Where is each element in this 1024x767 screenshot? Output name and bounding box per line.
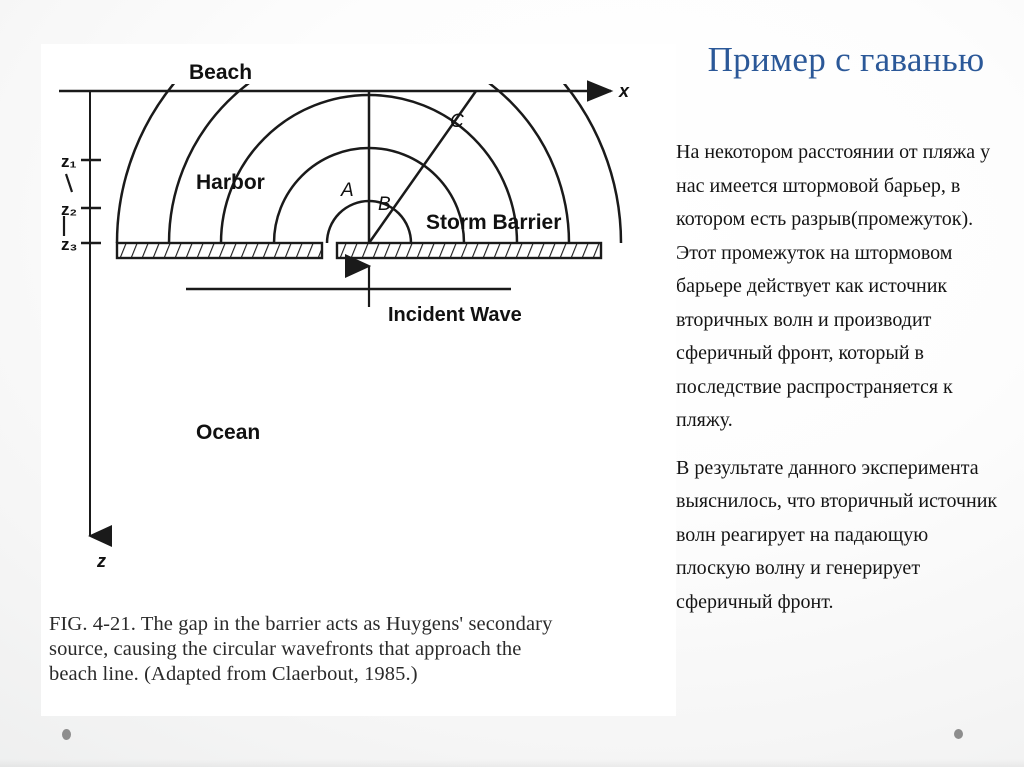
decorative-dot-right (954, 729, 963, 739)
z-spacing-dash-upper (66, 174, 72, 192)
label-point-c: C (450, 111, 464, 132)
body-paragraph: На некотором расстоянии от пляжа у нас имеется штормовой барьер, в котором есть разрыв(промежуток). Этот промежуток на штормовом барьере действует как источник вторичных волн и производит сферичный фронт, который в последствие распространяется к пляжу. (676, 141, 991, 431)
figure-caption-line: FIG. 4-21. The gap in the barrier acts as Huygens' secondary (49, 613, 553, 635)
figure-caption-line: beach line. (Adapted from Claerbout, 1985.) (49, 663, 418, 685)
figure-panel (41, 44, 676, 716)
label-z-axis: z (97, 551, 106, 571)
storm-barrier-group (117, 243, 601, 258)
label-depth-z3: z₃ (61, 235, 78, 254)
label-depth-z1: z₁ (61, 152, 77, 171)
page-title: Пример с гаванью (707, 40, 985, 79)
label-depth-z2: z₂ (61, 200, 78, 219)
label-point-b: B (378, 194, 391, 215)
figure-caption (49, 612, 667, 687)
label-beach: Beach (189, 61, 253, 84)
label-harbor: Harbor (196, 171, 265, 194)
body-paragraph: В результате данного эксперимента выяснилось, что вторичный источник волн реагирует на падающую плоскую волну и генерирует сферичный фронт. (676, 456, 998, 613)
label-point-a: A (341, 180, 354, 201)
label-ocean: Ocean (196, 421, 261, 444)
figure-caption-line: source, causing the circular wavefronts that approach the (49, 638, 522, 660)
label-x-axis: x (619, 81, 630, 101)
label-incident-wave: Incident Wave (388, 304, 522, 326)
huygens-harbor-diagram (41, 44, 676, 604)
body-text-block (676, 136, 1006, 619)
barrier-left-segment (117, 243, 322, 258)
decorative-dot-left (62, 729, 71, 740)
barrier-right-segment (337, 243, 601, 258)
incident-wave-group (186, 266, 511, 307)
label-storm-barrier: Storm Barrier (426, 211, 562, 234)
figure-labels-group (61, 61, 630, 571)
